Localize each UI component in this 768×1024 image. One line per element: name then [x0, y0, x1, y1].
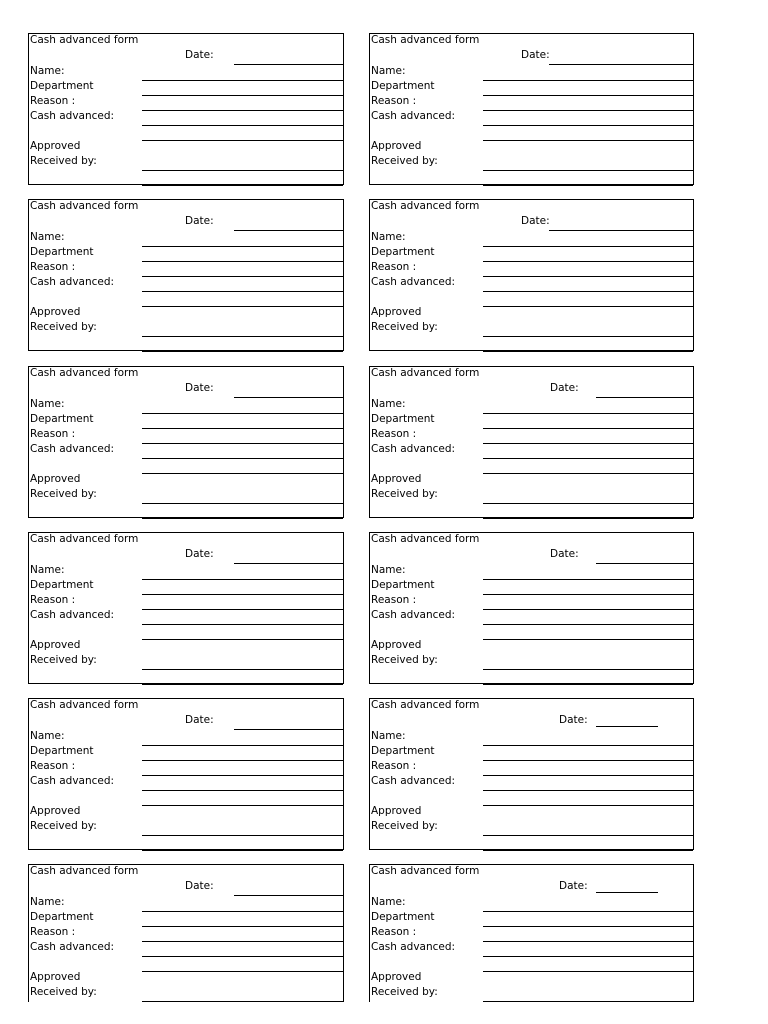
form-title: Cash advanced form: [30, 533, 139, 545]
cash-advance-form: [28, 33, 344, 185]
reason-field[interactable]: [483, 775, 693, 776]
cash-advanced-field[interactable]: [142, 140, 343, 141]
date-field[interactable]: [234, 729, 344, 730]
received-by-field[interactable]: [483, 518, 693, 519]
cash-advanced-field[interactable]: [483, 639, 693, 640]
form-title: Cash advanced form: [371, 367, 480, 379]
reason-field-extra[interactable]: [142, 956, 343, 957]
name-field[interactable]: [483, 80, 693, 81]
date-field[interactable]: [234, 563, 344, 564]
department-label: Department: [371, 80, 435, 92]
reason-label: Reason :: [371, 594, 417, 606]
reason-field[interactable]: [483, 443, 693, 444]
approved-field[interactable]: [483, 503, 693, 504]
name-label: Name:: [30, 65, 65, 77]
reason-label: Reason :: [371, 760, 417, 772]
cash-advanced-label: Cash advanced:: [30, 443, 115, 455]
reason-field-extra[interactable]: [142, 125, 343, 126]
cash-advanced-label: Cash advanced:: [30, 941, 115, 953]
department-field[interactable]: [483, 261, 693, 262]
approved-field[interactable]: [483, 336, 693, 337]
cash-advanced-field[interactable]: [483, 971, 693, 972]
received-by-label: Received by:: [371, 986, 438, 998]
approved-label: Approved: [30, 971, 81, 983]
received-by-label: Received by:: [371, 488, 438, 500]
received-by-label: Received by:: [371, 155, 438, 167]
date-label: Date:: [521, 215, 550, 227]
department-label: Department: [30, 579, 94, 591]
date-label: Date:: [185, 714, 214, 726]
form-title: Cash advanced form: [30, 200, 139, 212]
reason-label: Reason :: [371, 926, 417, 938]
department-field[interactable]: [142, 926, 343, 927]
date-field[interactable]: [234, 64, 344, 65]
department-field[interactable]: [483, 760, 693, 761]
cash-advanced-field[interactable]: [483, 805, 693, 806]
name-field[interactable]: [483, 745, 693, 746]
received-by-label: Received by:: [30, 488, 97, 500]
date-label: Date:: [559, 714, 588, 726]
approved-label: Approved: [30, 306, 81, 318]
date-field[interactable]: [549, 64, 694, 65]
form-title: Cash advanced form: [371, 865, 480, 877]
date-label: Date:: [550, 382, 579, 394]
reason-field-extra[interactable]: [483, 458, 693, 459]
approved-field[interactable]: [483, 1001, 693, 1002]
department-label: Department: [371, 246, 435, 258]
reason-field-extra[interactable]: [483, 790, 693, 791]
department-label: Department: [371, 911, 435, 923]
cash-advance-form: [369, 366, 694, 518]
received-by-field[interactable]: [142, 518, 343, 519]
cash-advance-form: [369, 698, 694, 850]
approved-label: Approved: [30, 639, 81, 651]
department-label: Department: [30, 413, 94, 425]
date-field[interactable]: [596, 397, 694, 398]
department-label: Department: [30, 246, 94, 258]
name-field[interactable]: [483, 911, 693, 912]
received-by-field[interactable]: [142, 684, 343, 685]
reason-field[interactable]: [483, 609, 693, 610]
department-field[interactable]: [142, 428, 343, 429]
received-by-field[interactable]: [483, 351, 693, 352]
reason-label: Reason :: [371, 261, 417, 273]
approved-field[interactable]: [142, 336, 343, 337]
received-by-field[interactable]: [483, 185, 693, 186]
reason-field-extra[interactable]: [483, 125, 693, 126]
approved-label: Approved: [371, 473, 422, 485]
reason-label: Reason :: [30, 926, 76, 938]
date-label: Date:: [185, 880, 214, 892]
name-label: Name:: [30, 730, 65, 742]
date-label: Date:: [185, 548, 214, 560]
department-label: Department: [30, 745, 94, 757]
department-field[interactable]: [142, 95, 343, 96]
date-label: Date:: [521, 49, 550, 61]
form-title: Cash advanced form: [30, 699, 139, 711]
approved-field[interactable]: [142, 835, 343, 836]
form-title: Cash advanced form: [30, 34, 139, 46]
reason-label: Reason :: [30, 760, 76, 772]
reason-field[interactable]: [483, 941, 693, 942]
received-by-field[interactable]: [142, 351, 343, 352]
approved-label: Approved: [371, 639, 422, 651]
reason-field-extra[interactable]: [483, 956, 693, 957]
date-field[interactable]: [549, 230, 694, 231]
reason-field-extra[interactable]: [483, 624, 693, 625]
cash-advance-form: [28, 199, 344, 351]
name-label: Name:: [371, 231, 406, 243]
name-field[interactable]: [142, 579, 343, 580]
received-by-field[interactable]: [142, 850, 343, 851]
date-label: Date:: [185, 215, 214, 227]
cash-advance-form: [369, 199, 694, 351]
approved-field[interactable]: [142, 503, 343, 504]
approved-label: Approved: [371, 306, 422, 318]
date-label: Date:: [185, 49, 214, 61]
cash-advanced-label: Cash advanced:: [30, 609, 115, 621]
date-label: Date:: [550, 548, 579, 560]
reason-label: Reason :: [371, 95, 417, 107]
reason-field[interactable]: [142, 110, 343, 111]
department-label: Department: [371, 413, 435, 425]
department-field[interactable]: [483, 926, 693, 927]
form-title: Cash advanced form: [30, 865, 139, 877]
received-by-label: Received by:: [371, 820, 438, 832]
reason-field[interactable]: [142, 941, 343, 942]
approved-field[interactable]: [483, 170, 693, 171]
name-field[interactable]: [142, 745, 343, 746]
name-field[interactable]: [483, 246, 693, 247]
cash-advanced-label: Cash advanced:: [371, 941, 456, 953]
name-label: Name:: [30, 896, 65, 908]
cash-advance-form: [369, 33, 694, 185]
approved-field[interactable]: [483, 669, 693, 670]
cash-advanced-label: Cash advanced:: [30, 276, 115, 288]
approved-label: Approved: [30, 473, 81, 485]
form-title: Cash advanced form: [371, 200, 480, 212]
received-by-label: Received by:: [30, 820, 97, 832]
cash-advanced-field[interactable]: [142, 639, 343, 640]
cash-advanced-field[interactable]: [483, 140, 693, 141]
reason-label: Reason :: [30, 428, 76, 440]
reason-label: Reason :: [30, 261, 76, 273]
reason-field[interactable]: [142, 609, 343, 610]
cash-advanced-field[interactable]: [483, 306, 693, 307]
received-by-label: Received by:: [371, 654, 438, 666]
reason-field[interactable]: [483, 276, 693, 277]
cash-advanced-field[interactable]: [483, 473, 693, 474]
cash-advance-form: [369, 532, 694, 684]
received-by-label: Received by:: [30, 155, 97, 167]
name-field[interactable]: [142, 911, 343, 912]
received-by-field[interactable]: [142, 185, 343, 186]
department-label: Department: [371, 745, 435, 757]
department-field[interactable]: [483, 594, 693, 595]
reason-field[interactable]: [142, 775, 343, 776]
date-field[interactable]: [596, 726, 658, 727]
name-field[interactable]: [142, 413, 343, 414]
approved-label: Approved: [30, 805, 81, 817]
reason-field-extra[interactable]: [142, 458, 343, 459]
approved-label: Approved: [371, 805, 422, 817]
name-label: Name:: [371, 564, 406, 576]
department-field[interactable]: [483, 428, 693, 429]
department-field[interactable]: [142, 594, 343, 595]
cash-advanced-label: Cash advanced:: [30, 775, 115, 787]
date-field[interactable]: [234, 230, 344, 231]
approved-field[interactable]: [483, 835, 693, 836]
name-label: Name:: [30, 564, 65, 576]
cash-advanced-label: Cash advanced:: [371, 110, 456, 122]
cash-advanced-label: Cash advanced:: [30, 110, 115, 122]
cash-advance-form: [28, 864, 344, 1002]
form-title: Cash advanced form: [30, 367, 139, 379]
approved-label: Approved: [371, 971, 422, 983]
approved-label: Approved: [30, 140, 81, 152]
name-label: Name:: [371, 65, 406, 77]
cash-advanced-field[interactable]: [142, 805, 343, 806]
received-by-field[interactable]: [483, 850, 693, 851]
cash-advanced-label: Cash advanced:: [371, 276, 456, 288]
form-title: Cash advanced form: [371, 34, 480, 46]
approved-field[interactable]: [142, 170, 343, 171]
received-by-label: Received by:: [30, 986, 97, 998]
cash-advance-form: [28, 698, 344, 850]
name-label: Name:: [371, 730, 406, 742]
name-field[interactable]: [142, 246, 343, 247]
date-field[interactable]: [234, 895, 344, 896]
received-by-label: Received by:: [371, 321, 438, 333]
approved-field[interactable]: [142, 669, 343, 670]
name-label: Name:: [371, 398, 406, 410]
date-field[interactable]: [596, 892, 658, 893]
department-label: Department: [30, 80, 94, 92]
reason-label: Reason :: [30, 594, 76, 606]
name-label: Name:: [371, 896, 406, 908]
reason-field-extra[interactable]: [142, 624, 343, 625]
name-field[interactable]: [483, 579, 693, 580]
cash-advance-form: [28, 532, 344, 684]
department-label: Department: [30, 911, 94, 923]
reason-field-extra[interactable]: [142, 790, 343, 791]
cash-advanced-label: Cash advanced:: [371, 609, 456, 621]
reason-field[interactable]: [142, 443, 343, 444]
name-field[interactable]: [483, 413, 693, 414]
name-field[interactable]: [142, 80, 343, 81]
reason-field-extra[interactable]: [142, 291, 343, 292]
form-title: Cash advanced form: [371, 699, 480, 711]
department-label: Department: [371, 579, 435, 591]
department-field[interactable]: [142, 760, 343, 761]
date-label: Date:: [185, 382, 214, 394]
approved-label: Approved: [371, 140, 422, 152]
name-label: Name:: [30, 398, 65, 410]
department-field[interactable]: [483, 95, 693, 96]
reason-label: Reason :: [371, 428, 417, 440]
reason-field[interactable]: [142, 276, 343, 277]
date-label: Date:: [559, 880, 588, 892]
reason-field-extra[interactable]: [483, 291, 693, 292]
cash-advance-form: [28, 366, 344, 518]
cash-advanced-field[interactable]: [142, 971, 343, 972]
received-by-label: Received by:: [30, 321, 97, 333]
cash-advanced-field[interactable]: [142, 306, 343, 307]
form-title: Cash advanced form: [371, 533, 480, 545]
name-label: Name:: [30, 231, 65, 243]
cash-advance-form: [369, 864, 694, 1002]
department-field[interactable]: [142, 261, 343, 262]
reason-label: Reason :: [30, 95, 76, 107]
reason-field[interactable]: [483, 110, 693, 111]
date-field[interactable]: [596, 563, 694, 564]
cash-advanced-label: Cash advanced:: [371, 775, 456, 787]
cash-advanced-label: Cash advanced:: [371, 443, 456, 455]
cash-advanced-field[interactable]: [142, 473, 343, 474]
date-field[interactable]: [234, 397, 344, 398]
received-by-label: Received by:: [30, 654, 97, 666]
approved-field[interactable]: [142, 1001, 343, 1002]
received-by-field[interactable]: [483, 684, 693, 685]
